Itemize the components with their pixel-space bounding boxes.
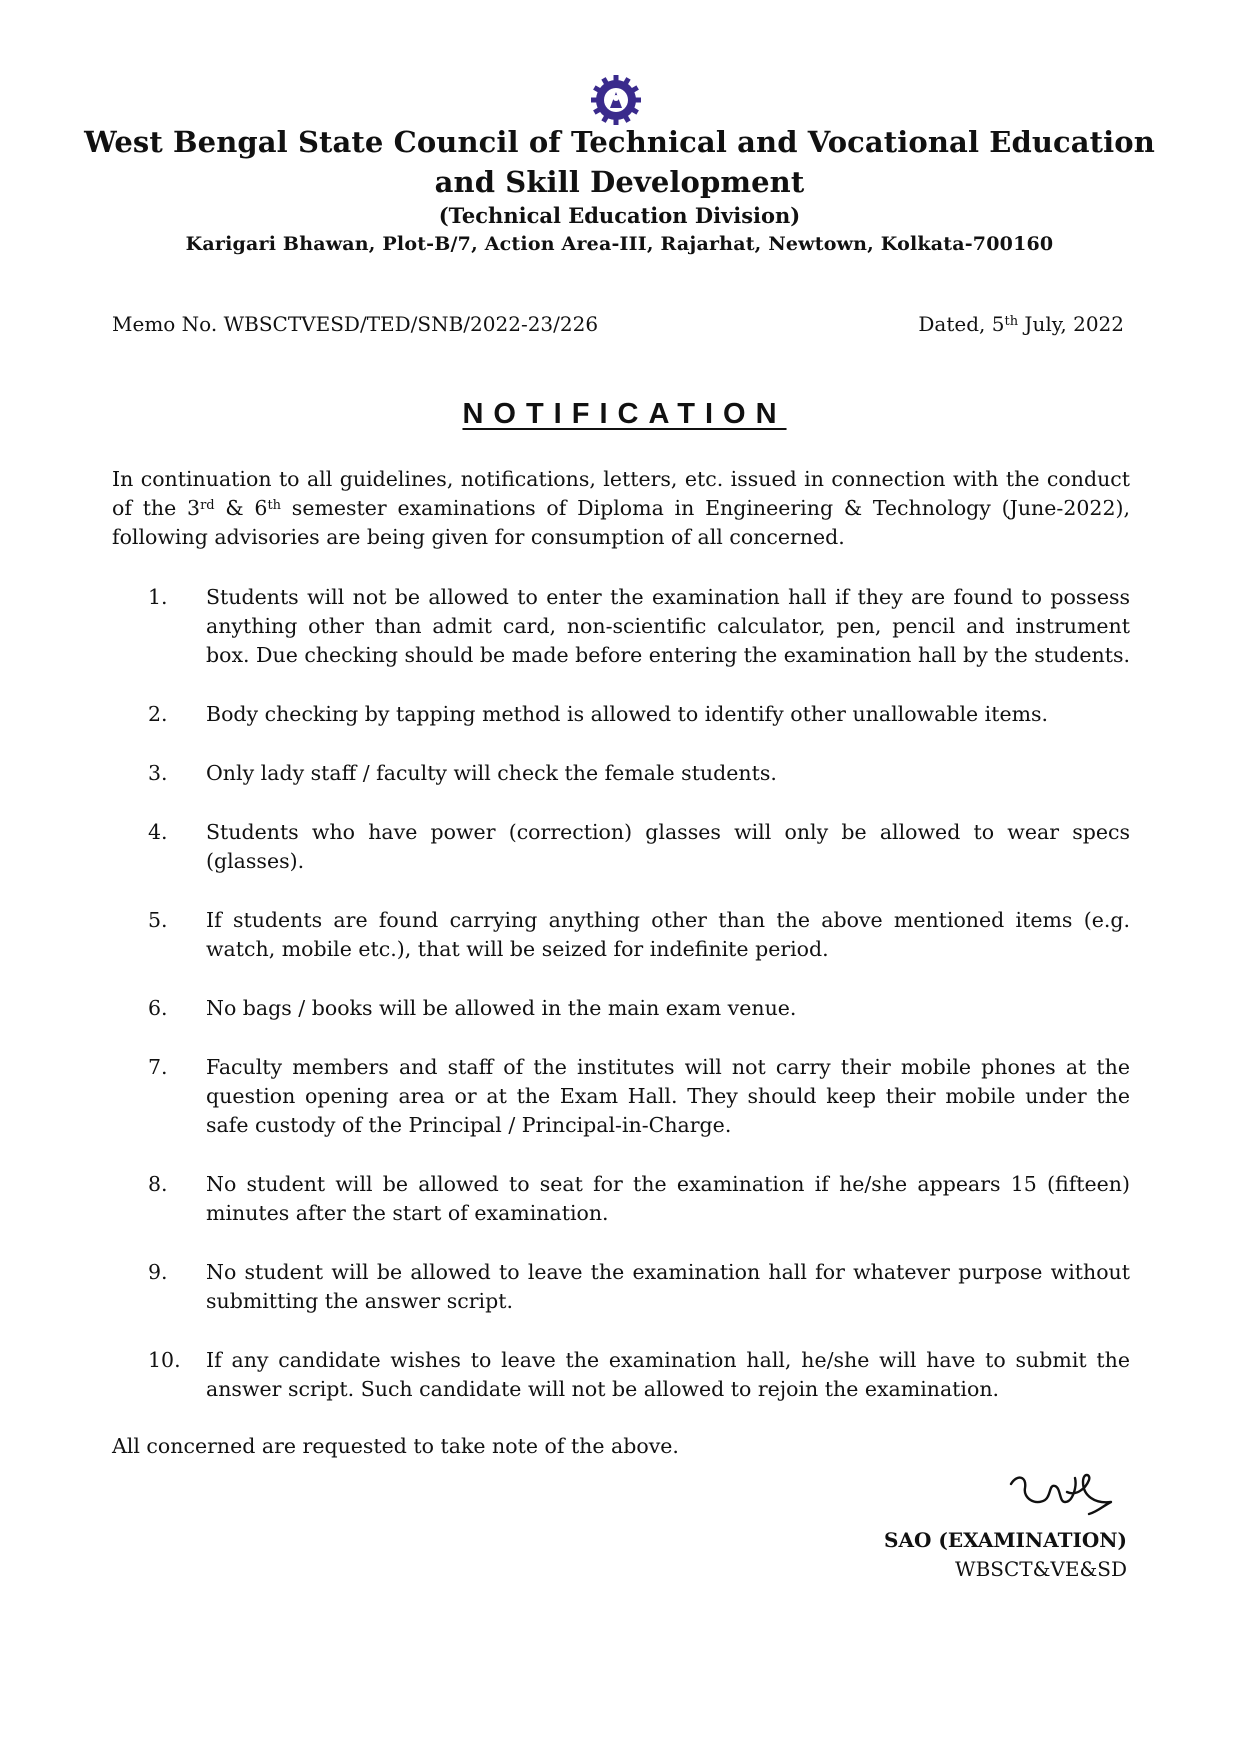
intro-part1: In continuation to all guidelines, notifications, letters, etc. issued in connection with the conduct of the 3	[112, 467, 1130, 520]
list-item-text: No student will be allowed to leave the examination hall for whatever purpose without submitting the answer script.	[206, 1260, 1130, 1313]
list-item-number: 4.	[148, 820, 168, 844]
intro-ordinal-rd: rd	[200, 498, 215, 513]
list-item	[112, 818, 1130, 876]
list-item-text: Students who have power (correction) glasses will only be allowed to wear specs (glasses).	[206, 820, 1130, 873]
list-item-text: Faculty members and staff of the institutes will not carry their mobile phones at the question opening area or at the Exam Hall. They should keep their mobile under the safe custody of the Principal / Principal-in-Charge.	[206, 1055, 1130, 1137]
list-item	[112, 1258, 1130, 1316]
list-item	[112, 906, 1130, 964]
advisory-list	[112, 583, 1130, 1434]
list-item	[112, 759, 1130, 788]
signatory-block	[884, 1526, 1127, 1584]
notification-title: NOTIFICATION	[462, 398, 787, 430]
organization-address: Karigari Bhawan, Plot-B/7, Action Area-III, Rajarhat, Newtown, Kolkata-700160	[185, 233, 1054, 255]
signatory-organization: WBSCT&VE&SD	[955, 1557, 1127, 1581]
organization-name-line2: and Skill Development	[434, 165, 805, 199]
list-item	[112, 1053, 1130, 1140]
list-item-text: No bags / books will be allowed in the main exam venue.	[206, 996, 797, 1020]
memo-date	[918, 310, 1124, 338]
organization-name-line1: West Bengal State Council of Technical and Vocational Education	[84, 125, 1155, 159]
memo-date-prefix: Dated, 5	[918, 312, 1005, 336]
list-item-number: 5.	[148, 908, 168, 932]
signatory-designation: SAO (EXAMINATION)	[884, 1528, 1127, 1552]
intro-ordinal-th: th	[267, 498, 282, 513]
list-item-number: 2.	[148, 702, 168, 726]
list-item-text: If students are found carrying anything other than the above mentioned items (e.g. watch, mobile etc.), that will be seized for indefinite period.	[206, 908, 1130, 961]
intro-part2: & 6	[214, 496, 268, 520]
division-name: (Technical Education Division)	[438, 203, 801, 228]
letterhead	[0, 122, 1239, 258]
list-item-number: 9.	[148, 1260, 168, 1284]
list-item	[112, 583, 1130, 670]
list-item-number: 3.	[148, 761, 168, 785]
closing-statement: All concerned are requested to take note of the above.	[112, 1434, 679, 1458]
signature-icon	[1005, 1462, 1125, 1532]
list-item	[112, 1170, 1130, 1228]
memo-number: Memo No. WBSCTVESD/TED/SNB/2022-23/226	[112, 312, 599, 336]
list-item-text: If any candidate wishes to leave the examination hall, he/she will have to submit the answer script. Such candidate will not be allowed to rejoin the examination.	[206, 1348, 1130, 1401]
list-item-text: Body checking by tapping method is allowed to identify other unallowable items.	[206, 702, 1049, 726]
list-item-number: 7.	[148, 1055, 168, 1079]
list-item-number: 1.	[148, 585, 168, 609]
council-emblem-icon	[590, 74, 642, 126]
intro-paragraph	[112, 465, 1130, 552]
memo-date-ordinal: th	[1004, 314, 1019, 329]
list-item	[112, 994, 1130, 1023]
list-item-text: Only lady staff / faculty will check the female students.	[206, 761, 777, 785]
intro-part3: semester examinations of Diploma in Engineering & Technology (June-2022), following advisories are being given for consumption of all concerned.	[112, 496, 1131, 549]
list-item-text: No student will be allowed to seat for the examination if he/she appears 15 (fifteen) minutes after the start of examination.	[206, 1172, 1130, 1225]
list-item-number: 10.	[148, 1348, 181, 1372]
list-item-number: 8.	[148, 1172, 168, 1196]
memo-date-suffix: July, 2022	[1018, 312, 1124, 336]
list-item-text: Students will not be allowed to enter the examination hall if they are found to possess anything other than admit card, non-scientific calculator, pen, pencil and instrument box. Due checking should be made before entering the examination hall by the students.	[206, 585, 1131, 667]
list-item-number: 6.	[148, 996, 168, 1020]
list-item	[112, 1346, 1130, 1404]
list-item	[112, 700, 1130, 729]
notification-title-container	[0, 398, 1239, 431]
